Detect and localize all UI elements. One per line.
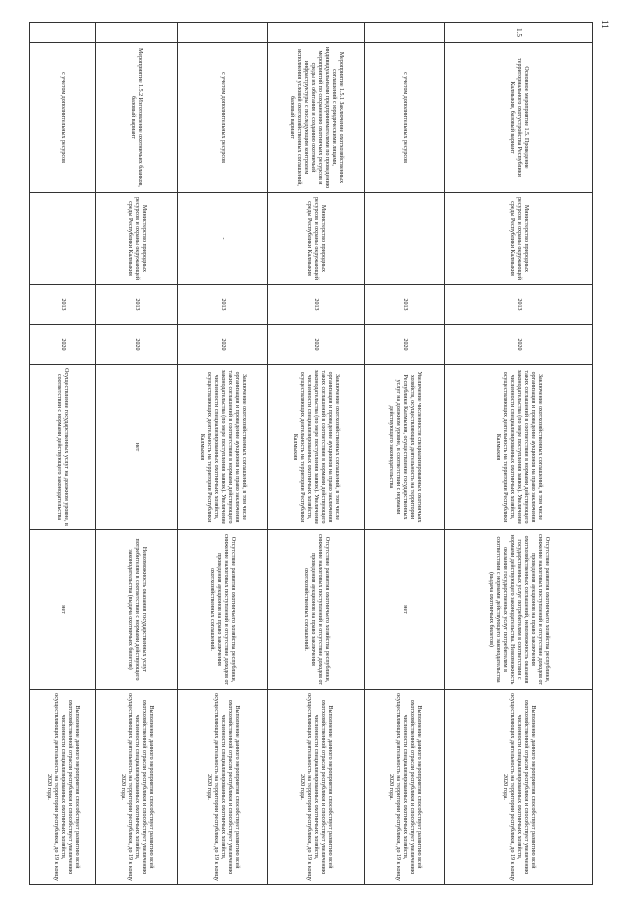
start-year: 2013: [365, 285, 445, 325]
expected-result: нет: [96, 365, 178, 530]
activity-name: Основное мероприятие 1.5. Проведение территориального охотустройства Республики Калмыкия, базовый вариант: [445, 43, 593, 193]
expected-result: Увеличение численности специализированных охотничьих хозяйств, осуществляющих деятельность на территории Республики Калмыкия, осуществление государственных услуг на должном уровне, в соответствии с нормами действующего законодательства: [365, 365, 445, 530]
indicator-link: Выполнение данного мероприятия способствует развитию всей охотхозяйственной отрасли республики и способствует увеличению численности специализированных охотничьих хозяйств, осуществляющих деятельность на территории республики, до 19 к концу 2020 года.: [96, 690, 178, 885]
non-implementation-consequence: Отсутствие развития охотничьего хозяйства республики, снижение налоговых поступлений и отсутствие доходов от проведения аукционов на право заключения охотхозяйственных соглашений.: [268, 530, 365, 690]
indicator-link: Выполнение данного мероприятия способствует развитию всей охотхозяйственной отрасли республики и способствует увеличению численности специализированных охотничьих хозяйств, осуществляющих деятельность на территории республики, до 19 к концу 2020 года.: [445, 690, 593, 885]
row-number: [365, 23, 445, 43]
responsible-executor: [365, 193, 445, 285]
responsible-executor: -: [178, 193, 268, 285]
non-implementation-consequence: Отсутствие развития охотничьего хозяйства республики, снижение налоговых поступлений и отсутствие доходов от проведения аукционов на право заключения охотхозяйственных соглашений, невозможность оказания государственных услуг потребителям в соответствии с нормами действующего законодательства. Невозможность оказания государственных услуг потребителям в соответствии с нормами действующего законодательства (выдача охотничьих билетов): [445, 530, 593, 690]
expected-result: Заключение охотхозяйственных соглашений, в том числе организация и проведение аукционов на право заключения таких соглашений в соответствии в нормами действующего законодательства (по мере поступления заявок). Увеличение численности специализированных охотничьих хозяйств, осуществляющих деятельность на территории Республики Калмыкия: [178, 365, 268, 530]
row-number: [178, 23, 268, 43]
start-year: 2013: [268, 285, 365, 325]
row-number: [30, 23, 96, 43]
activity-name: Мероприятие 1.5.2 Изготовление охотничьих бланков, базовый вариант: [96, 43, 178, 193]
indicator-link: Выполнение данного мероприятия способствует развитию всей охотхозяйственной отрасли республики и способствует увеличению численности специализированных охотничьих хозяйств, осуществляющих деятельность на территории республики, до 19 к концу 2020 года.: [178, 690, 268, 885]
responsible-executor: [30, 193, 96, 285]
end-year: 2020: [30, 325, 96, 365]
activities-table: [29, 22, 593, 885]
table-row: [445, 23, 593, 885]
activity-name: с учетом дополнительных ресурсов: [365, 43, 445, 193]
indicator-link: Выполнение данного мероприятия способствует развитию всей охотхозяйственной отрасли республики и способствует увеличению численности специализированных охотничьих хозяйств, осуществляющих деятельность на территории республики, до 19 к концу 2020 года.: [30, 690, 96, 885]
end-year: 2020: [365, 325, 445, 365]
start-year: 2013: [96, 285, 178, 325]
table-row: [96, 23, 178, 885]
start-year: 2013: [445, 285, 593, 325]
table-row: [365, 23, 445, 885]
non-implementation-consequence: нет: [30, 530, 96, 690]
activity-name: с учетом дополнительных ресурсов: [178, 43, 268, 193]
non-implementation-consequence: Невозможность оказания государственных услуг потребителям в соответствии с нормами действующего законодательства (выдача охотничьих билетов): [96, 530, 178, 690]
end-year: 2020: [268, 325, 365, 365]
row-number: [96, 23, 178, 43]
non-implementation-consequence: нет: [365, 530, 445, 690]
page-number: 11: [600, 20, 610, 29]
non-implementation-consequence: Отсутствие развития охотничьего хозяйства республики, снижение налоговых поступлений и отсутствие доходов от проведения аукционов на право заключения охотхозяйственных соглашений.: [178, 530, 268, 690]
activity-name: Мероприятие 1.5.1 Заключение охотхозяйственных соглашений с юридическими лицами, индивидуальными предпринимателями по проведению мероприятий по сохранению охотничьих ресурсов и среды их обитания и созданию охотничьей инфраструктуры с последующим контролем исполнения условий охотхозяйственных соглашений, базовый вариант: [268, 43, 365, 193]
expected-result: Осуществление государственных услуг на должном уровне, в соответствии с нормами действующего законодательства: [30, 365, 96, 530]
start-year: 2013: [30, 285, 96, 325]
end-year: 2020: [96, 325, 178, 365]
expected-result: Заключение охотхозяйственных соглашений, в том числе организация и проведение аукционов на право заключения таких соглашений в соответствии в нормами действующего законодательства (по мере поступления заявок). Увеличение численности специализированных охотничьих хозяйств, осуществляющих деятельность на территории Республики Калмыкия: [268, 365, 365, 530]
responsible-executor: Министерство природных ресурсов и охраны окружающей среды Республики Калмыкия: [445, 193, 593, 285]
expected-result: Заключение охотхозяйственных соглашений, в том числе организация и проведение аукционов на право заключения таких соглашений в соответствии в нормами действующего законодательства (по мере поступления заявок). Увеличение численности специализированных охотничьих хозяйств, осуществляющих деятельность на территории Республики Калмыкия: [445, 365, 593, 530]
responsible-executor: Министерство природных ресурсов и охраны окружающей среды Республики Калмыкия: [268, 193, 365, 285]
program-table: [30, 22, 593, 884]
indicator-link: Выполнение данного мероприятия способствует развитию всей охотхозяйственной отрасли республики и способствует увеличению численности специализированных охотничьих хозяйств, осуществляющих деятельность на территории республики, до 19 к концу 2020 года.: [365, 690, 445, 885]
activity-name: с учетом дополнительных ресурсов: [30, 43, 96, 193]
row-number: 1.5: [445, 23, 593, 43]
end-year: 2020: [178, 325, 268, 365]
responsible-executor: Министерство природных ресурсов и охраны окружающей среды Республики Калмыкия: [96, 193, 178, 285]
table-row: [30, 23, 96, 885]
table-row: [268, 23, 365, 885]
start-year: 2013: [178, 285, 268, 325]
table-row: [178, 23, 268, 885]
row-number: [268, 23, 365, 43]
indicator-link: Выполнение данного мероприятия способствует развитию всей охотхозяйственной отрасли республики и способствует увеличению численности специализированных охотничьих хозяйств, осуществляющих деятельность на территории республики, до 19 к концу 2020 года.: [268, 690, 365, 885]
end-year: 2020: [445, 325, 593, 365]
